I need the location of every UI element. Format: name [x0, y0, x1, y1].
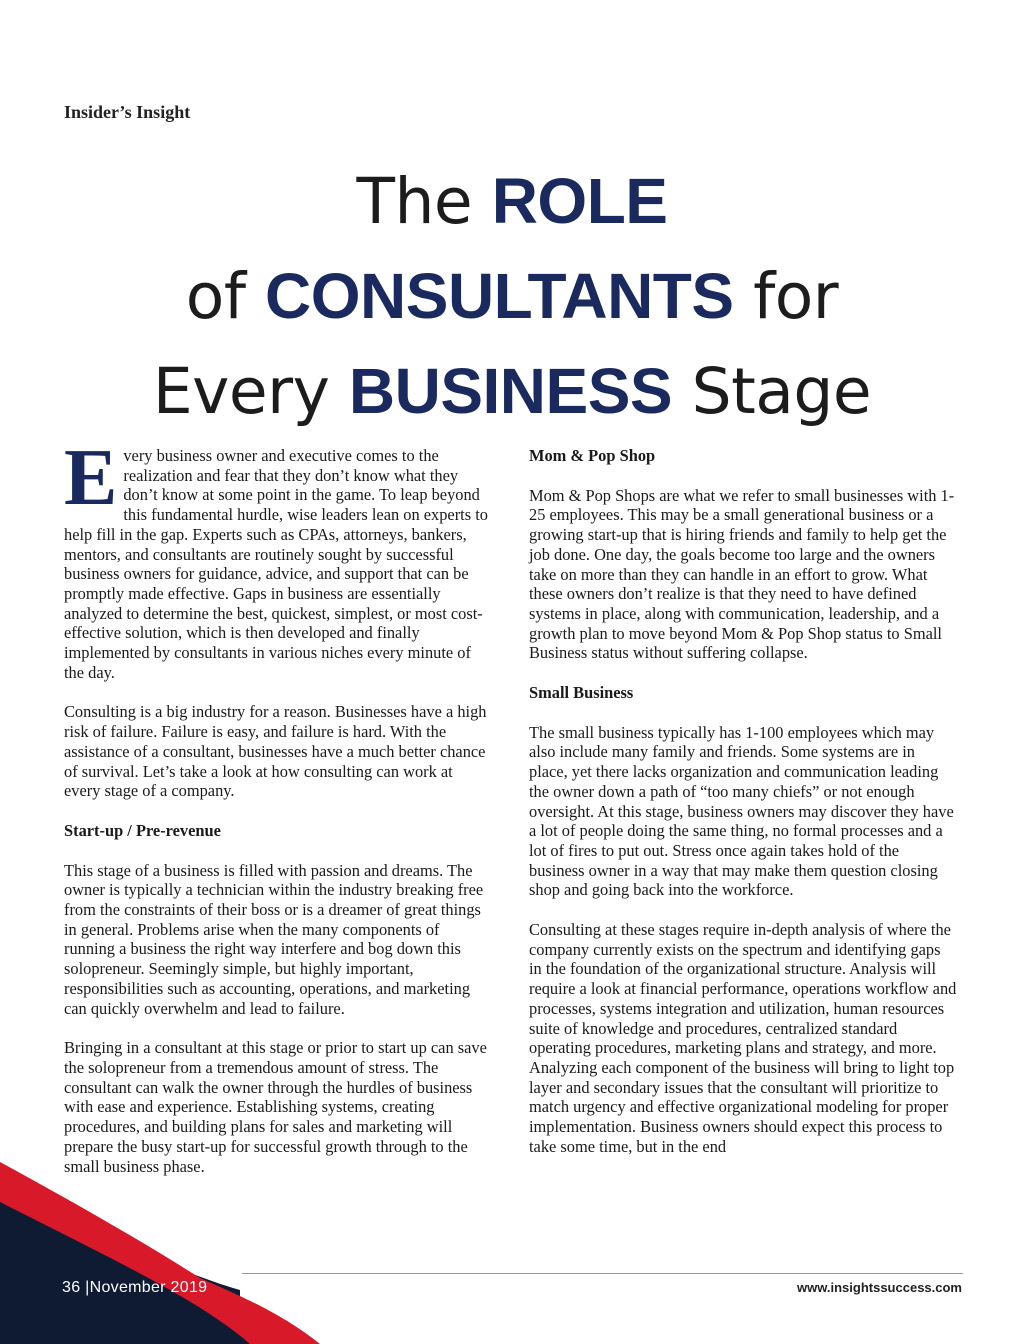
- section-heading: Mom & Pop Shop: [529, 446, 656, 465]
- title-line-2: [0, 249, 1024, 344]
- title-highlight: BUSINESS: [348, 355, 673, 428]
- body-paragraph: Bringing in a consultant at this stage or prior to start up can save the solopreneur from a tremendous amount of stress. The consultant can walk the owner through the hurdles of business with ease and experience. Establishing systems, creating procedures, and building plans for sales and marketing will prepare the busy start-up for successful growth through to the small business phase.: [64, 1038, 487, 1176]
- section-tag: Insider’s Insight: [64, 102, 191, 122]
- title-line-3: [0, 344, 1024, 439]
- section-heading: Small Business: [529, 683, 634, 703]
- left-column: [64, 434, 492, 1196]
- right-column: [529, 446, 957, 1177]
- title-text: The: [356, 165, 492, 239]
- intro-paragraph: [64, 434, 492, 682]
- footer-divider: [242, 1273, 963, 1274]
- body-paragraph: The small business typically has 1-100 employees which may also include many family and friends. Some systems are in place, yet there lacks organization and communication leading the owner down a path of “too many chiefs” or not enough oversight. At this stage, business owners may discover they have a lot of people doing the same thing, no formal processes and a lot of fires to put out. Stress once again takes hold of the business owner in a way that may make them question closing shop and going back into the workforce.: [529, 722, 954, 900]
- section-heading: Start-up / Pre-revenue: [64, 820, 221, 840]
- title-text: for: [733, 260, 839, 334]
- body-paragraph: Consulting is a big industry for a reason. Businesses have a high risk of failure. Failure is easy, and failure is hard. With the assistance of a consultant, businesses have a much better chance of survival. Let’s take a look at how consulting can work at every stage of a company.: [64, 702, 487, 801]
- page-number: 36 |November 2019: [62, 1279, 208, 1296]
- body-paragraph: This stage of a business is filled with passion and dreams. The owner is typically a technician within the industry breaking free from the constraints of their boss or is a dreamer of great things in general. Problems arise when the many components of running a business the right way interfere and bog down this solopreneur. Seemingly simple, but highly important, responsibilities such as accounting, operations, and marketing can quickly overwhelm and lead to failure.: [64, 860, 484, 1018]
- website-link[interactable]: www.insightssuccess.com: [797, 1280, 962, 1295]
- title-text: Stage: [672, 355, 872, 429]
- article-title: [0, 154, 1024, 439]
- drop-cap: E: [64, 434, 118, 522]
- body-paragraph: Mom & Pop Shops are what we refer to small businesses with 1-25 employees. This may be a small generational business or a growing start-up that is hiring friends and family to help get the job done. One day, the goals become too large and the owners take on more than they can handle in an effort to grow. What these owners don’t realize is that they need to have defined systems in place, along with communication, leadership, and a growth plan to move beyond Mom & Pop Shop status to Small Business status without suffering collapse.: [529, 485, 955, 663]
- title-highlight: ROLE: [491, 165, 668, 238]
- title-text: of: [185, 260, 266, 334]
- title-text: Every: [152, 355, 349, 429]
- footer-swoosh-decoration: [0, 1140, 1024, 1344]
- body-paragraph: Consulting at these stages require in-depth analysis of where the company currently exists on the spectrum and identifying gaps in the foundation of the organizational structure. Analysis will require a look at financial performance, operations workflow and processes, systems integration and utilization, human resources suite of knowledge and procedures, centralized standard operating procedures, marketing plans and strategy, and more. Analyzing each component of the business will bring to light top layer and secondary issues that the consultant will prioritize to match urgency and effective organizational modeling for proper implementation. Business owners should expect this process to take some time, but in the end: [529, 920, 957, 1156]
- intro-text: very business owner and executive comes to the realization and fear that they don’t know what they don’t know at some point in the game. To leap beyond this fundamental hurdle, wise leaders lean on experts to help fill in the gap. Experts such as CPAs, attorneys, bankers, mentors, and consultants are routinely sought by successful business owners for guidance, advice, and support that can be promptly made effective. Gaps in business are essentially analyzed to determine the best, quickest, simplest, or most cost-effective solution, which is then developed and finally implemented by consultants in various niches every minute of the day.: [64, 446, 488, 682]
- title-highlight: CONSULTANTS: [265, 260, 734, 333]
- title-line-1: [0, 154, 1024, 249]
